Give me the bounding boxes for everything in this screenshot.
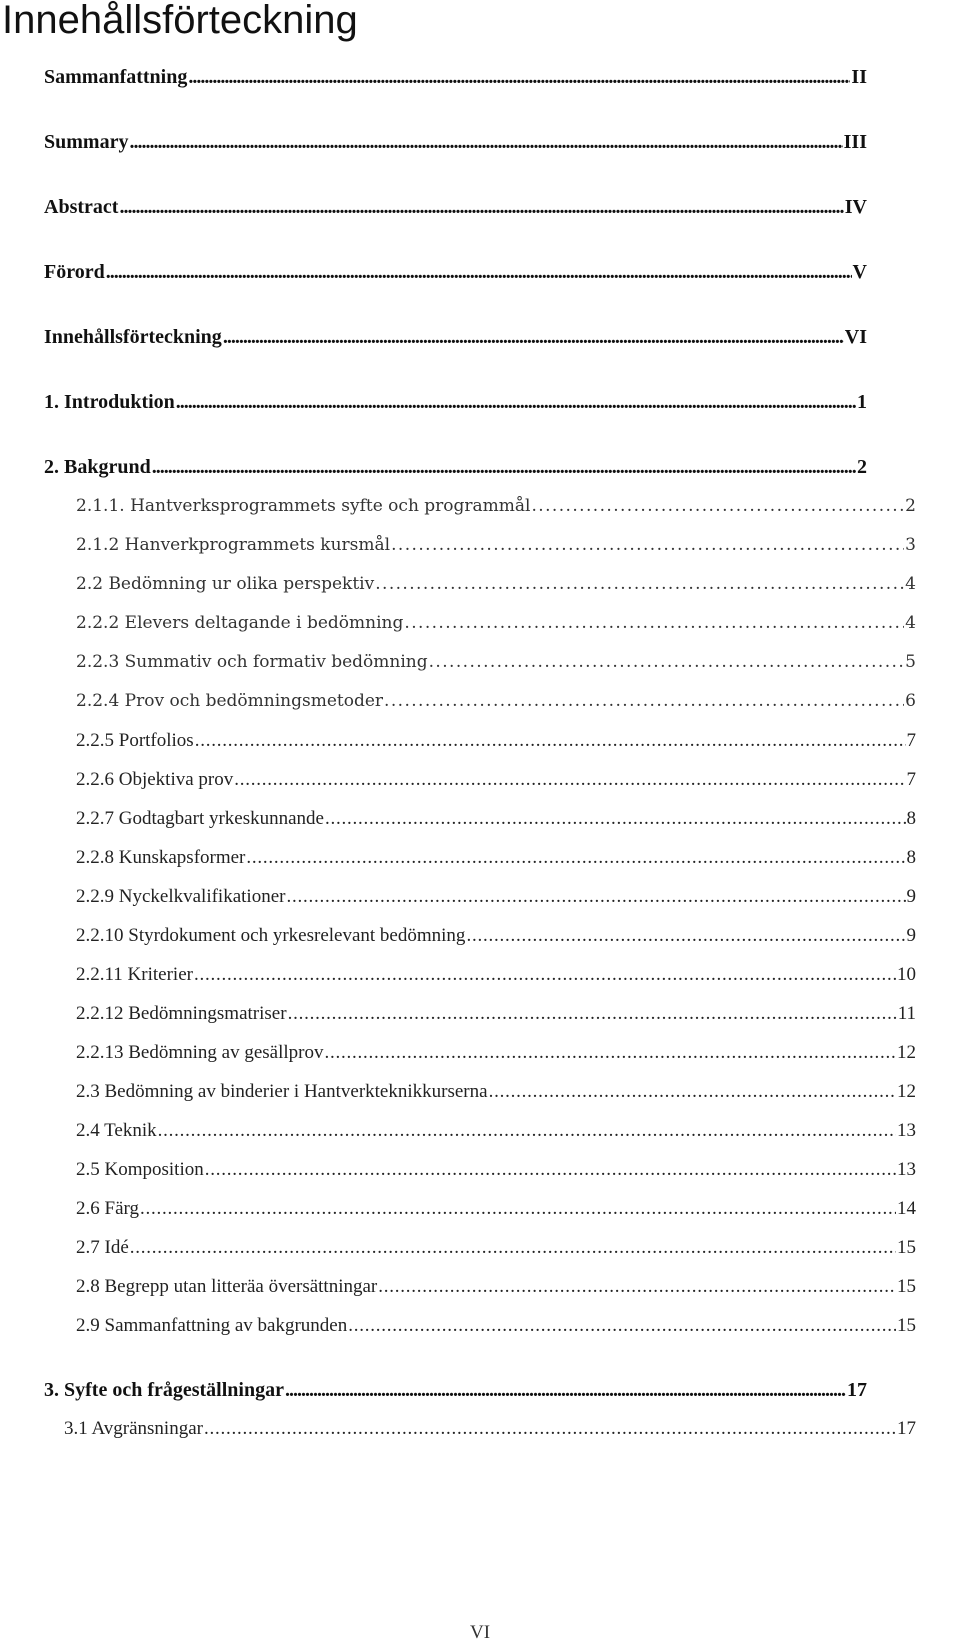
toc-entry-page: 8	[906, 808, 916, 829]
toc-entry-label: 2.2.9 Nyckelkvalifikationer	[76, 886, 286, 907]
dot-leader	[285, 1379, 846, 1402]
toc-entry-page: 13	[897, 1159, 916, 1180]
toc-entry-page: 2	[905, 496, 916, 516]
toc-entry-page: 10	[897, 964, 916, 985]
dot-leader	[130, 1237, 896, 1259]
toc-entry-label: 2.2.12 Bedömningsmatriser	[76, 1003, 287, 1024]
toc-entry[interactable]	[76, 1276, 916, 1298]
dot-leader	[325, 1042, 897, 1064]
toc-entry-page: 11	[897, 1003, 916, 1024]
toc-entry-page: 15	[897, 1315, 916, 1336]
toc-entry-label: 2.1.1. Hantverksprogrammets syfte och programmål	[76, 496, 531, 516]
dot-leader	[246, 847, 905, 869]
toc-entry[interactable]	[44, 66, 867, 89]
toc-entry-label: 2.2.4 Prov och bedömningsmetoder	[76, 691, 384, 711]
toc-entry-page: 5	[905, 652, 916, 672]
dot-leader	[489, 1081, 896, 1103]
page-title: Innehållsförteckning	[2, 0, 358, 42]
toc-entry[interactable]	[44, 261, 867, 284]
toc-entry[interactable]	[76, 808, 916, 830]
toc-entry[interactable]	[76, 535, 916, 555]
dot-leader	[194, 964, 896, 986]
toc-entry-page: V	[852, 261, 867, 283]
toc-entry-page: 4	[905, 613, 916, 633]
toc-entry-page: 17	[897, 1418, 916, 1439]
toc-entry-label: 2.2.8 Kunskapsformer	[76, 847, 246, 868]
dot-leader	[466, 925, 905, 947]
toc-entry[interactable]	[76, 730, 916, 752]
toc-entry-label: 2.1.2 Hanverkprogrammets kursmål	[76, 535, 391, 555]
toc-entry[interactable]	[44, 391, 867, 414]
toc-entry[interactable]	[76, 1042, 916, 1064]
dot-leader	[532, 496, 905, 516]
toc-entry-label: 2.2.2 Elevers deltagande i bedömning	[76, 613, 404, 633]
dot-leader	[384, 691, 904, 711]
toc-entry-label: 2.2.11 Kriterier	[76, 964, 193, 985]
dot-leader	[204, 1418, 896, 1440]
toc-entry-label: 2.2 Bedömning ur olika perspektiv	[76, 574, 375, 594]
toc-entry[interactable]	[44, 326, 867, 349]
toc-entry[interactable]	[76, 1159, 916, 1181]
dot-leader	[140, 1198, 896, 1220]
toc-entry[interactable]	[44, 1379, 867, 1402]
dot-leader	[188, 66, 850, 89]
toc-entry[interactable]	[76, 691, 916, 711]
dot-leader	[378, 1276, 896, 1298]
dot-leader	[205, 1159, 896, 1181]
toc-entry-label: 2.2.3 Summativ och formativ bedömning	[76, 652, 428, 672]
page-number: VI	[469, 1622, 491, 1643]
toc-entry-page: 9	[906, 925, 916, 946]
toc-entry-label: 2.3 Bedömning av binderier i Hantverkteknikkurserna	[76, 1081, 488, 1102]
toc-entry-label: 2.9 Sammanfattning av bakgrunden	[76, 1315, 348, 1336]
dot-leader	[325, 808, 906, 830]
toc-entry[interactable]	[76, 496, 916, 516]
toc-entry-page: 4	[905, 574, 916, 594]
toc-entry[interactable]	[76, 769, 916, 791]
toc-entry[interactable]	[76, 1120, 916, 1142]
toc-entry[interactable]	[76, 1237, 916, 1259]
toc-entry-page: IV	[844, 196, 867, 218]
toc-entry-page: 13	[897, 1120, 916, 1141]
dot-leader	[429, 652, 905, 672]
toc-entry-page: 6	[905, 691, 916, 711]
toc-entry-page: 7	[906, 769, 916, 790]
toc-entry[interactable]	[76, 574, 916, 594]
toc-entry-page: 12	[897, 1081, 916, 1102]
dot-leader	[176, 391, 856, 414]
toc-entry-label: 2. Bakgrund	[44, 456, 151, 478]
toc-entry-label: 2.2.5 Portfolios	[76, 730, 194, 751]
dot-leader	[152, 456, 856, 479]
dot-leader	[375, 574, 904, 594]
toc-entry[interactable]	[76, 1315, 916, 1337]
dot-leader	[286, 886, 905, 908]
dot-leader	[404, 613, 904, 633]
toc-entry[interactable]	[76, 886, 916, 908]
toc-entry-page: 14	[897, 1198, 916, 1219]
toc-entry-label: 2.2.13 Bedömning av gesällprov	[76, 1042, 324, 1063]
toc-entry[interactable]	[76, 1198, 916, 1220]
toc-entry-page: 2	[857, 456, 867, 478]
toc-entry-label: 1. Introduktion	[44, 391, 175, 413]
dot-leader	[348, 1315, 896, 1337]
dot-leader	[234, 769, 905, 791]
toc-entry[interactable]	[76, 964, 916, 986]
toc-entry-label: 3.1 Avgränsningar	[64, 1418, 203, 1439]
dot-leader	[391, 535, 904, 555]
dot-leader	[158, 1120, 896, 1142]
toc-entry-label: Sammanfattning	[44, 66, 188, 88]
toc-entry-page: 8	[906, 847, 916, 868]
toc-entry[interactable]	[44, 456, 867, 479]
toc-entry[interactable]	[76, 1081, 916, 1103]
toc-entry-page: II	[851, 66, 867, 88]
toc-entry-label: Summary	[44, 131, 129, 153]
toc-entry-label: Abstract	[44, 196, 119, 218]
toc-entry[interactable]	[76, 613, 916, 633]
toc-entry-label: 2.2.10 Styrdokument och yrkesrelevant bedömning	[76, 925, 466, 946]
toc-entry-page: 17	[847, 1379, 867, 1401]
toc-entry-label: Innehållsförteckning	[44, 326, 222, 348]
toc-entry[interactable]	[64, 1418, 916, 1440]
toc-entry[interactable]	[44, 131, 867, 154]
dot-leader	[129, 131, 842, 154]
toc-entry[interactable]	[44, 196, 867, 219]
toc-entry[interactable]	[76, 1003, 916, 1025]
toc-entry-page: 15	[897, 1237, 916, 1258]
dot-leader	[195, 730, 906, 752]
toc-entry-page: 15	[897, 1276, 916, 1297]
toc-entry-label: 2.8 Begrepp utan litteräa översättningar	[76, 1276, 378, 1297]
toc-entry[interactable]	[76, 925, 916, 947]
toc-entry-label: 2.4 Teknik	[76, 1120, 157, 1141]
toc-entry-label: 2.6 Färg	[76, 1198, 139, 1219]
toc-entry-page: 3	[905, 535, 916, 555]
toc-entry-label: Förord	[44, 261, 105, 283]
toc-entry-page: 9	[906, 886, 916, 907]
toc-entry-page: 1	[857, 391, 867, 413]
dot-leader	[288, 1003, 897, 1025]
dot-leader	[119, 196, 843, 219]
dot-leader	[106, 261, 852, 284]
toc-entry-label: 2.2.6 Objektiva prov	[76, 769, 234, 790]
toc-entry-page: 12	[897, 1042, 916, 1063]
toc-entry-page: VI	[844, 326, 867, 348]
toc-entry-page: 7	[906, 730, 916, 751]
toc-entry-label: 2.5 Komposition	[76, 1159, 204, 1180]
dot-leader	[223, 326, 844, 349]
toc-entry-label: 2.7 Idé	[76, 1237, 129, 1258]
toc-entry[interactable]	[76, 847, 916, 869]
toc-entry-label: 3. Syfte och frågeställningar	[44, 1379, 284, 1401]
toc-entry-page: III	[843, 131, 867, 153]
toc-entry[interactable]	[76, 652, 916, 672]
toc-entry-label: 2.2.7 Godtagbart yrkeskunnande	[76, 808, 324, 829]
